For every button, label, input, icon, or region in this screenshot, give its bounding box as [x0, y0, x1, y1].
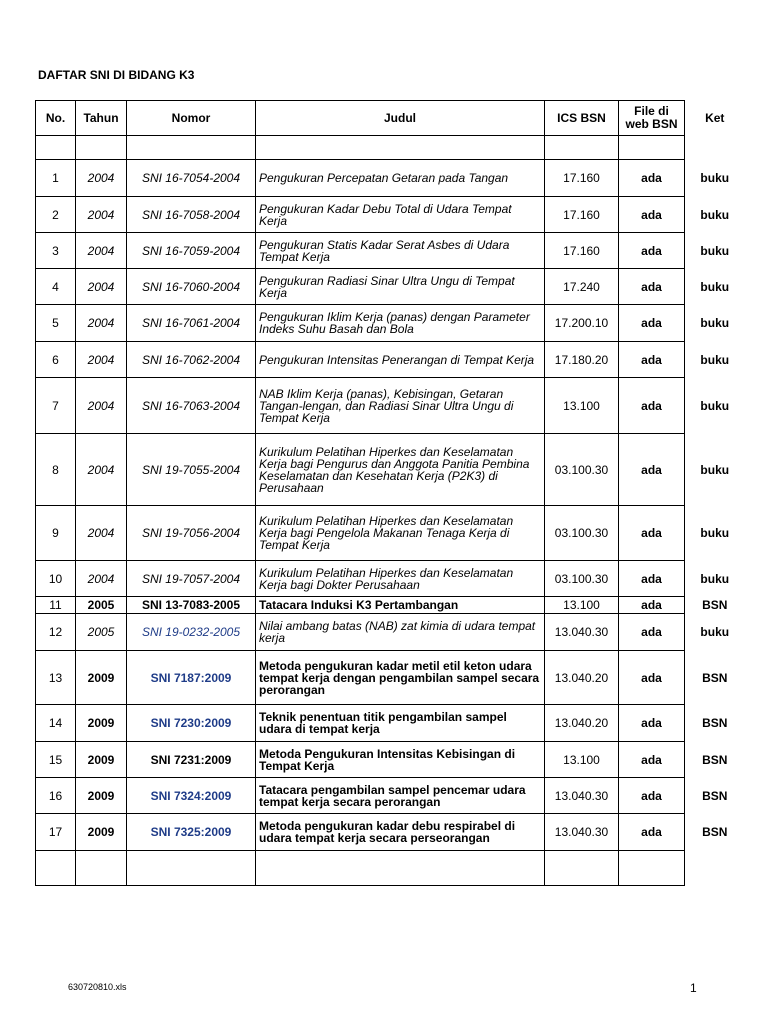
row-tahun: 2004 [76, 160, 127, 197]
row-ics: 03.100.30 [545, 506, 619, 561]
row-ics: 13.040.20 [545, 651, 619, 705]
row-file: ada [619, 342, 685, 378]
row-nomor: SNI 7324:2009 [127, 778, 256, 814]
row-tahun: 2009 [76, 742, 127, 778]
row-no: 16 [36, 778, 76, 814]
row-judul: Pengukuran Iklim Kerja (panas) dengan Parameter Indeks Suhu Basah dan Bola [256, 305, 545, 342]
row-file: ada [619, 305, 685, 342]
footer-filename: 630720810.xls [68, 982, 127, 992]
table-row [36, 597, 745, 614]
row-no: 7 [36, 378, 76, 434]
row-ket: BSN [685, 597, 745, 614]
row-no: 11 [36, 597, 76, 614]
page-title: DAFTAR SNI DI BIDANG K3 [38, 68, 195, 82]
row-ket: BSN [685, 814, 745, 851]
table-row [36, 506, 745, 561]
row-judul: Pengukuran Radiasi Sinar Ultra Ungu di Tempat Kerja [256, 269, 545, 305]
row-ics: 13.040.30 [545, 614, 619, 651]
row-ket: buku [685, 160, 745, 197]
row-ics: 03.100.30 [545, 561, 619, 597]
row-no: 1 [36, 160, 76, 197]
table-row [36, 651, 745, 705]
row-file: ada [619, 597, 685, 614]
row-nomor: SNI 7230:2009 [127, 705, 256, 742]
row-file: ada [619, 434, 685, 506]
row-no: 15 [36, 742, 76, 778]
row-file: ada [619, 378, 685, 434]
row-file: ada [619, 160, 685, 197]
row-file: ada [619, 506, 685, 561]
row-ket: buku [685, 614, 745, 651]
row-judul: Kurikulum Pelatihan Hiperkes dan Keselamatan Kerja bagi Pengelola Makanan Tenaga Kerja di Tempat Kerja [256, 506, 545, 561]
row-ics: 13.100 [545, 742, 619, 778]
row-no: 6 [36, 342, 76, 378]
row-no: 9 [36, 506, 76, 561]
row-no: 5 [36, 305, 76, 342]
row-no: 8 [36, 434, 76, 506]
row-ket: BSN [685, 705, 745, 742]
blank-row-top [36, 136, 745, 160]
row-nomor: SNI 7325:2009 [127, 814, 256, 851]
row-tahun: 2004 [76, 269, 127, 305]
row-file: ada [619, 269, 685, 305]
row-no: 2 [36, 197, 76, 233]
row-nomor: SNI 19-7056-2004 [127, 506, 256, 561]
table-row [36, 705, 745, 742]
blank-row-bottom [36, 851, 745, 886]
row-judul: Pengukuran Kadar Debu Total di Udara Tempat Kerja [256, 197, 545, 233]
row-nomor: SNI 19-0232-2005 [127, 614, 256, 651]
row-ket: buku [685, 434, 745, 506]
row-tahun: 2004 [76, 561, 127, 597]
row-file: ada [619, 197, 685, 233]
row-judul: Pengukuran Statis Kadar Serat Asbes di Udara Tempat Kerja [256, 233, 545, 269]
header-file [619, 101, 685, 136]
row-file: ada [619, 561, 685, 597]
row-tahun: 2009 [76, 778, 127, 814]
row-nomor: SNI 16-7058-2004 [127, 197, 256, 233]
row-tahun: 2004 [76, 233, 127, 269]
row-ket: buku [685, 269, 745, 305]
row-nomor: SNI 16-7063-2004 [127, 378, 256, 434]
row-ics: 13.100 [545, 378, 619, 434]
row-tahun: 2009 [76, 814, 127, 851]
row-tahun: 2005 [76, 597, 127, 614]
row-no: 13 [36, 651, 76, 705]
row-file: ada [619, 778, 685, 814]
header-file-line1: File di [634, 104, 669, 118]
row-ics: 13.040.30 [545, 778, 619, 814]
row-judul: Metoda pengukuran kadar metil etil keton udara tempat kerja dengan pengambilan sampel secara perorangan [256, 651, 545, 705]
row-judul: Teknik penentuan titik pengambilan sampel udara di tempat kerja [256, 705, 545, 742]
row-no: 4 [36, 269, 76, 305]
row-ics: 17.160 [545, 160, 619, 197]
row-ket: buku [685, 561, 745, 597]
row-ics: 17.160 [545, 233, 619, 269]
row-tahun: 2004 [76, 197, 127, 233]
row-ket: BSN [685, 742, 745, 778]
row-judul: Nilai ambang batas (NAB) zat kimia di udara tempat kerja [256, 614, 545, 651]
row-nomor: SNI 19-7055-2004 [127, 434, 256, 506]
row-tahun: 2004 [76, 434, 127, 506]
footer-page-number: 1 [690, 981, 697, 995]
row-tahun: 2004 [76, 305, 127, 342]
table-row [36, 160, 745, 197]
row-nomor: SNI 16-7061-2004 [127, 305, 256, 342]
row-no: 3 [36, 233, 76, 269]
header-ket: Ket [685, 101, 745, 136]
row-no: 17 [36, 814, 76, 851]
row-judul: Kurikulum Pelatihan Hiperkes dan Keselamatan Kerja bagi Pengurus dan Anggota Panitia Pembina Keselamatan dan Kesehatan Kerja (P2K3) di Perusahaan [256, 434, 545, 506]
row-ics: 17.160 [545, 197, 619, 233]
row-file: ada [619, 742, 685, 778]
table-row [36, 434, 745, 506]
table-row [36, 742, 745, 778]
header-row [36, 101, 745, 136]
row-ics: 17.200.10 [545, 305, 619, 342]
row-tahun: 2004 [76, 342, 127, 378]
row-ket: buku [685, 197, 745, 233]
row-ket: buku [685, 342, 745, 378]
row-ics: 13.100 [545, 597, 619, 614]
row-no: 12 [36, 614, 76, 651]
header-ics: ICS BSN [545, 101, 619, 136]
row-tahun: 2005 [76, 614, 127, 651]
row-nomor: SNI 19-7057-2004 [127, 561, 256, 597]
header-file-line2: web BSN [625, 117, 678, 131]
row-ket: BSN [685, 778, 745, 814]
row-ics: 17.180.20 [545, 342, 619, 378]
row-nomor: SNI 16-7060-2004 [127, 269, 256, 305]
row-judul: Metoda Pengukuran Intensitas Kebisingan di Tempat Kerja [256, 742, 545, 778]
table-row [36, 305, 745, 342]
row-judul: Pengukuran Intensitas Penerangan di Tempat Kerja [256, 342, 545, 378]
row-ics: 13.040.20 [545, 705, 619, 742]
table-row [36, 269, 745, 305]
row-file: ada [619, 651, 685, 705]
row-ket: BSN [685, 651, 745, 705]
table-row [36, 778, 745, 814]
row-ket: buku [685, 378, 745, 434]
header-no: No. [36, 101, 76, 136]
row-tahun: 2004 [76, 506, 127, 561]
sni-table [35, 100, 745, 886]
row-nomor: SNI 16-7059-2004 [127, 233, 256, 269]
row-tahun: 2009 [76, 705, 127, 742]
row-judul: Metoda pengukuran kadar debu respirabel di udara tempat kerja secara perseorangan [256, 814, 545, 851]
table-row [36, 614, 745, 651]
header-judul: Judul [256, 101, 545, 136]
row-ics: 13.040.30 [545, 814, 619, 851]
row-no: 10 [36, 561, 76, 597]
row-file: ada [619, 614, 685, 651]
row-tahun: 2004 [76, 378, 127, 434]
row-tahun: 2009 [76, 651, 127, 705]
row-judul: Kurikulum Pelatihan Hiperkes dan Keselamatan Kerja bagi Dokter Perusahaan [256, 561, 545, 597]
table-row [36, 561, 745, 597]
row-ket: buku [685, 506, 745, 561]
row-judul: Tatacara pengambilan sampel pencemar udara tempat kerja secara perorangan [256, 778, 545, 814]
row-nomor: SNI 7187:2009 [127, 651, 256, 705]
row-file: ada [619, 814, 685, 851]
row-ket: buku [685, 233, 745, 269]
table-row [36, 814, 745, 851]
row-no: 14 [36, 705, 76, 742]
table-row [36, 197, 745, 233]
table-row [36, 233, 745, 269]
row-nomor: SNI 16-7054-2004 [127, 160, 256, 197]
row-nomor: SNI 7231:2009 [127, 742, 256, 778]
row-judul: Tatacara Induksi K3 Pertambangan [256, 597, 545, 614]
table-row [36, 342, 745, 378]
row-ics: 17.240 [545, 269, 619, 305]
table-row [36, 378, 745, 434]
row-ics: 03.100.30 [545, 434, 619, 506]
row-ket: buku [685, 305, 745, 342]
row-nomor: SNI 16-7062-2004 [127, 342, 256, 378]
row-judul: NAB Iklim Kerja (panas), Kebisingan, Getaran Tangan-lengan, dan Radiasi Sinar Ultra Ungu di Tempat Kerja [256, 378, 545, 434]
row-judul: Pengukuran Percepatan Getaran pada Tangan [256, 160, 545, 197]
header-tahun: Tahun [76, 101, 127, 136]
row-nomor: SNI 13-7083-2005 [127, 597, 256, 614]
row-file: ada [619, 233, 685, 269]
row-file: ada [619, 705, 685, 742]
header-nomor: Nomor [127, 101, 256, 136]
